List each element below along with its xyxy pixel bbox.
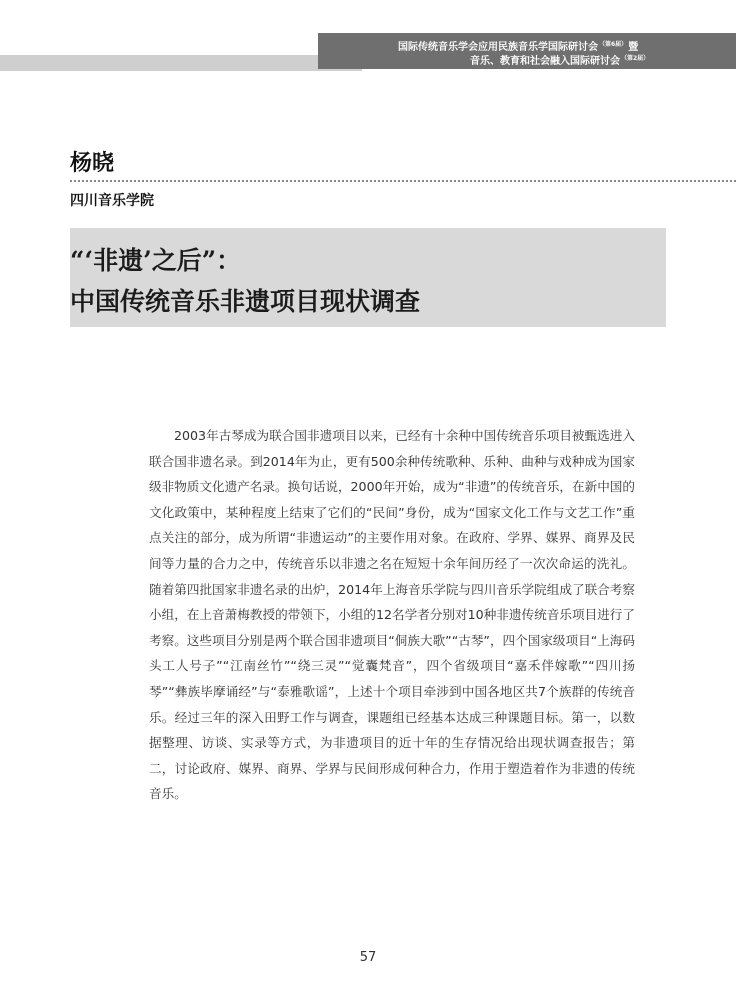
header-light-bar bbox=[0, 55, 362, 71]
header-conference-line-1: 国际传统音乐学会应用民族音乐学国际研讨会$^{(第6届)}$暨 bbox=[398, 41, 639, 53]
dotted-divider bbox=[70, 180, 736, 182]
article-title-line-2: 中国传统音乐非遗项目现状调查 bbox=[70, 287, 421, 316]
article-title-line-1: “‘非遗’之后”： bbox=[70, 246, 242, 275]
author-affiliation: 四川音乐学院 bbox=[70, 193, 154, 209]
abstract-paragraph: 2003年古琴成为联合国非遗项目以来，已经有十余种中国传统音乐项目被甄选进入联合国非遗名录。到2014年为止，更有500余种传统歌种、乐种、曲种与戏种成为国家级非物质文化遗产名录。换句话说，2000年开始，成为“非遗”的传统音乐，在新中国的文化政策中，某种程度上结束了它们的“民间”身份，成为“国家文化工作与文艺工作”重点关注的部分，成为所谓“非遗运动”的主要作用对象。在政府、学界、媒界、商界及民间等力量的合力之中，传统音乐以非遗之名在短短十余年间历经了一次次命运的洗礼。随着第四批国家非遗名录的出炉，2014年上海音乐学院与四川音乐学院组成了联合考察小组，在上音萧梅教授的带领下，小组的12名学者分别对10种非遗传统音乐项目进行了考察。这些项目分别是两个联合国非遗项目“侗族大歌”“古琴”，四个国家级项目“上海码头工人号子”“江南丝竹”“绕三灵”“觉囊梵音”，四个省级项目“嘉禾伴嫁歌”“四川扬琴”“彝族毕摩诵经”与“泰雅歌谣”，上述十个项目牵涉到中国各地区共7个族群的传统音乐。经过三年的深入田野工作与调查，课题组已经基本达成三种课题目标。第一，以数据整理、访谈、实录等方式，为非遗项目的近十年的生存情况给出现状调查报告；第二，讨论政府、媒界、商界、学界与民间形成何种合力，作用于塑造着作为非遗的传统音乐。 bbox=[149, 428, 635, 802]
header-conference-line-2: 音乐、教育和社会融入国际研讨会$^{(第2届)}$ bbox=[470, 55, 650, 67]
author-name: 杨晓 bbox=[70, 150, 115, 176]
page-number: 57 bbox=[359, 950, 377, 965]
